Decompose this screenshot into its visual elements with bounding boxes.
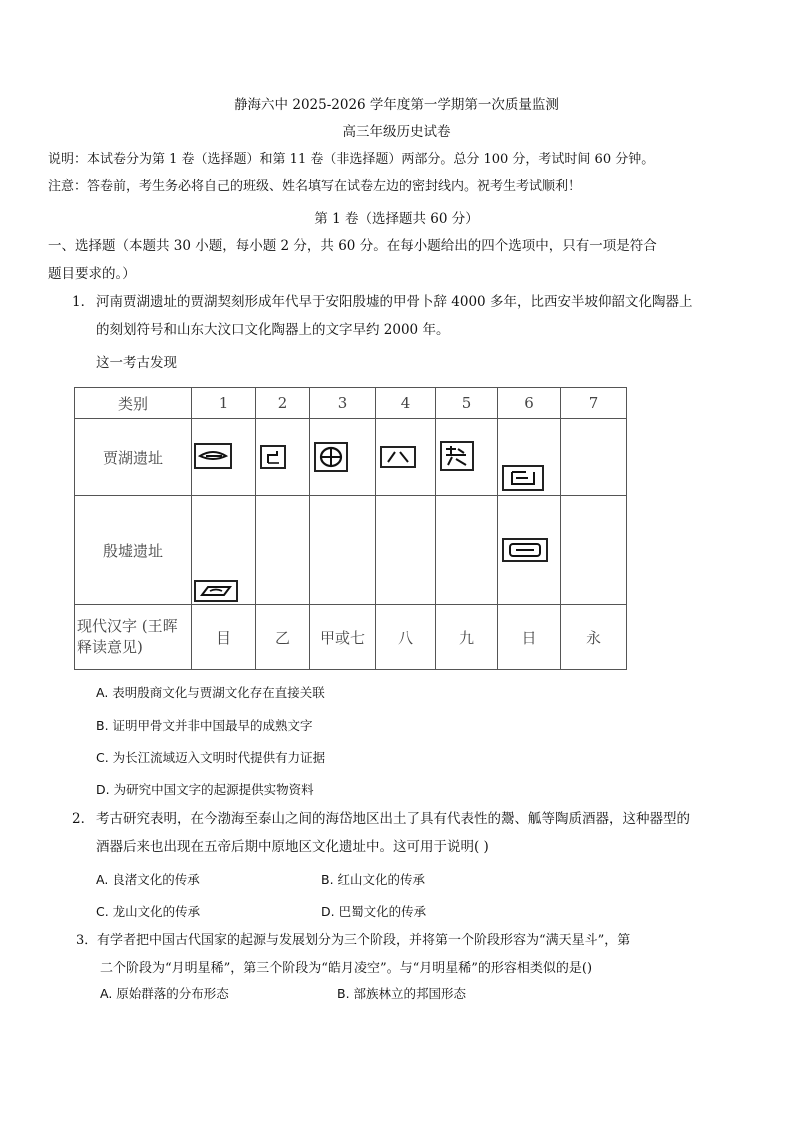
glyph-oracle-sun-icon	[502, 538, 548, 562]
modern-char-6: 日	[498, 605, 561, 670]
question-2-number: 2．	[72, 811, 95, 827]
glyph-sun-icon	[502, 465, 544, 491]
exam-title: 静海六中 2025-2026 学年度第一学期第一次质量监测	[234, 97, 559, 113]
instructions-line-1: 一、选择题（本题共 30 小题，每小题 2 分，共 60 分。在每小题给出的四个选项中，只有一项是符合	[48, 238, 657, 254]
jiahu-cell-7	[561, 419, 627, 496]
question-1-stem-line-3: 这一考古发现	[96, 355, 177, 371]
modern-char-7: 永	[561, 605, 627, 670]
question-2-stem-line-2: 酒器后来也出现在五帝后期中原地区文化遗址中。这可用于说明( )	[96, 839, 489, 855]
q2-option-a[interactable]: A. 良渚文化的传承	[96, 872, 200, 887]
exam-note-description: 说明：本试卷分为第 1 卷（选择题）和第 11 卷（非选择题）两部分。总分 100 分，考试时间 60 分钟。	[48, 152, 655, 167]
yinxu-cell-2	[256, 496, 310, 605]
table-header-7: 7	[561, 388, 627, 419]
jiahu-cell-2	[256, 419, 310, 496]
q2-option-c[interactable]: C. 龙山文化的传承	[96, 904, 201, 919]
row-label-jiahu: 贾湖遗址	[75, 419, 192, 496]
jiahu-cell-4	[376, 419, 436, 496]
instructions-line-2: 题目要求的。）	[48, 266, 136, 282]
table-header-6: 6	[498, 388, 561, 419]
glyph-nine-icon	[440, 441, 474, 471]
yinxu-cell-3	[310, 496, 376, 605]
yinxu-cell-7	[561, 496, 627, 605]
q1-option-c[interactable]: C. 为长江流域迈入文明时代提供有力证据	[96, 750, 326, 765]
glyph-eight-icon	[380, 446, 416, 468]
glyph-comparison-table	[74, 387, 627, 670]
question-1-stem-line-1: 河南贾湖遗址的贾湖契刻形成年代早于安阳殷墟的甲骨卜辞 4000 多年，比西安半坡仰韶文化陶器上	[96, 294, 693, 310]
question-1-number: 1．	[72, 294, 95, 310]
table-header-3: 3	[310, 388, 376, 419]
row-label-modern-line-1: 现代汉字 (王晖	[77, 617, 178, 635]
q3-option-a[interactable]: A. 原始群落的分布形态	[100, 986, 229, 1001]
yinxu-cell-1	[192, 496, 256, 605]
glyph-cross-circle-icon	[314, 442, 348, 472]
modern-char-4: 八	[376, 605, 436, 670]
exam-subtitle: 高三年级历史试卷	[342, 124, 451, 140]
q3-option-b[interactable]: B. 部族林立的邦国形态	[337, 986, 467, 1001]
q2-option-b[interactable]: B. 红山文化的传承	[321, 872, 426, 887]
row-label-modern	[75, 605, 192, 670]
table-header-1: 1	[192, 388, 256, 419]
glyph-yi-icon	[260, 445, 286, 469]
jiahu-cell-1	[192, 419, 256, 496]
question-3-stem-line-2: 二个阶段为“月明星稀”，第三个阶段为“皓月凌空”。与“月明星稀”的形容相类似的是()	[100, 961, 593, 976]
yinxu-cell-5	[436, 496, 498, 605]
modern-char-5: 九	[436, 605, 498, 670]
modern-char-2: 乙	[256, 605, 310, 670]
yinxu-cell-4	[376, 496, 436, 605]
row-label-yinxu: 殷墟遗址	[75, 496, 192, 605]
glyph-eye-icon	[194, 443, 232, 469]
question-3-number: 3．	[76, 933, 98, 948]
glyph-oracle-eye-icon	[194, 580, 238, 602]
section-title: 第 1 卷（选择题共 60 分）	[314, 211, 479, 227]
q1-option-d[interactable]: D. 为研究中国文字的起源提供实物资料	[96, 782, 314, 797]
question-2-stem-line-1: 考古研究表明，在今渤海至泰山之间的海岱地区出土了具有代表性的鬶、觚等陶质酒器，这种器型的	[96, 811, 690, 827]
question-3-stem-line-1: 有学者把中国古代国家的起源与发展划分为三个阶段，并将第一个阶段形容为“满天星斗”，第	[97, 933, 631, 948]
jiahu-cell-6	[498, 419, 561, 496]
jiahu-cell-5	[436, 419, 498, 496]
q1-option-a[interactable]: A. 表明殷商文化与贾湖文化存在直接关联	[96, 685, 325, 700]
table-header-category: 类别	[75, 388, 192, 419]
exam-note-attention: 注意：答卷前，考生务必将自己的班级、姓名填写在试卷左边的密封线内。祝考生考试顺利！	[48, 179, 582, 194]
modern-char-1: 目	[192, 605, 256, 670]
table-header-5: 5	[436, 388, 498, 419]
table-header-2: 2	[256, 388, 310, 419]
question-1-stem-line-2: 的刻划符号和山东大汶口文化陶器上的文字早约 2000 年。	[96, 322, 450, 338]
table-header-4: 4	[376, 388, 436, 419]
row-label-modern-line-2: 释读意见)	[77, 638, 143, 656]
yinxu-cell-6	[498, 496, 561, 605]
jiahu-cell-3	[310, 419, 376, 496]
q2-option-d[interactable]: D. 巴蜀文化的传承	[321, 904, 427, 919]
modern-char-3: 甲或七	[310, 605, 376, 670]
q1-option-b[interactable]: B. 证明甲骨文并非中国最早的成熟文字	[96, 718, 313, 733]
